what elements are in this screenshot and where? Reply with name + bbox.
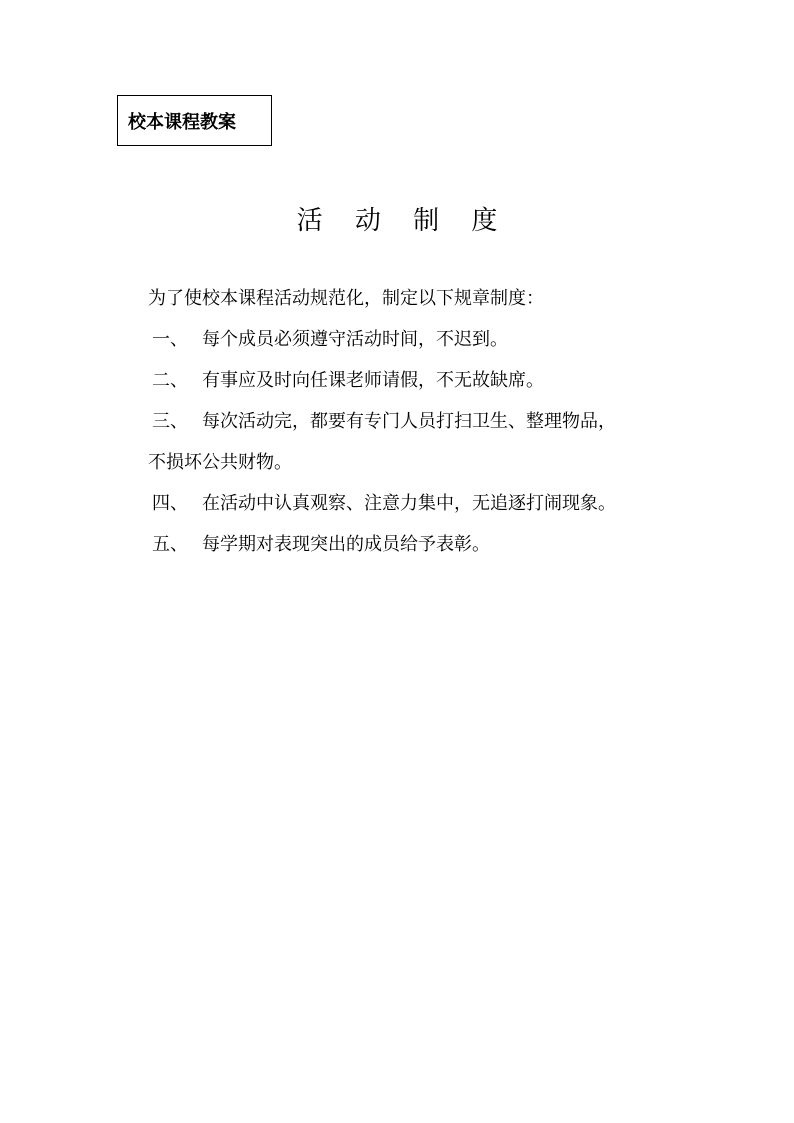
rule-text: 有事应及时向任课老师请假，不无故缺席。 [202, 370, 544, 391]
rule-item-1 [148, 319, 708, 360]
rule-item-2 [148, 360, 708, 401]
document-label-text: 校本课程教案 [128, 111, 236, 133]
intro-paragraph: 为了使校本课程活动规范化，制定以下规章制度： [148, 288, 544, 309]
rule-text: 每个成员必须遵守活动时间，不迟到。 [202, 329, 508, 350]
rule-number: 二、 [152, 370, 188, 391]
rule-number: 五、 [152, 534, 188, 555]
document-title: 活 动 制 度 [296, 206, 510, 236]
rule-text: 每学期对表现突出的成员给予表彰。 [202, 534, 490, 555]
rule-item-3 [148, 401, 708, 442]
rule-text: 在活动中认真观察、注意力集中，无追逐打闹现象。 [202, 493, 616, 514]
rule-item-5 [148, 524, 708, 565]
rule-text: 每次活动完，都要有专门人员打扫卫生、整理物品， [202, 411, 616, 432]
rule-item-3-continuation: 不损坏公共财物。 [148, 452, 292, 473]
rule-number: 四、 [152, 493, 188, 514]
document-body [148, 278, 708, 565]
rule-item-4 [148, 483, 708, 524]
rule-number: 一、 [152, 329, 188, 350]
rule-number: 三、 [152, 411, 188, 432]
document-label-box [117, 95, 272, 146]
